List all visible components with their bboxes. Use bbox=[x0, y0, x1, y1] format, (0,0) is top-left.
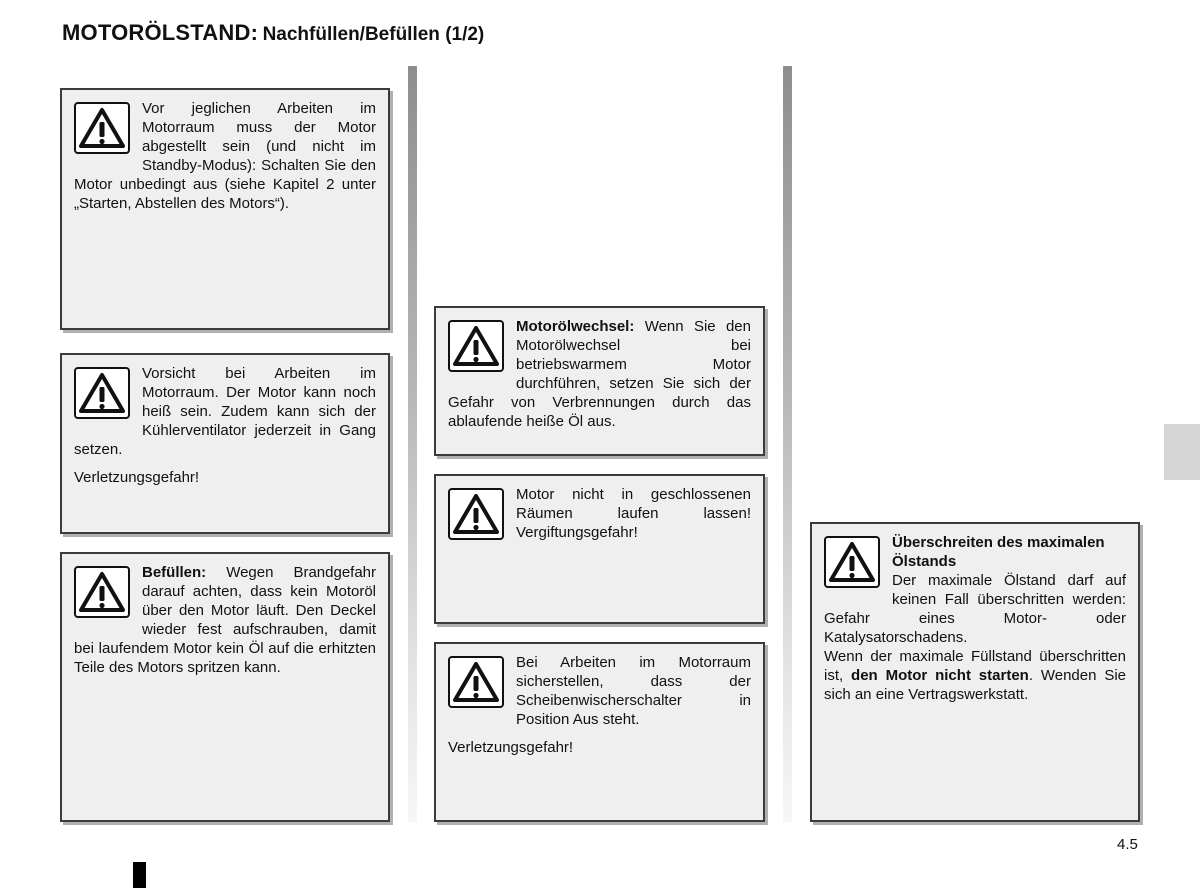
page-title bbox=[62, 20, 484, 46]
warning-triangle-icon bbox=[824, 536, 880, 588]
injury-risk-text: Verletzungsgefahr! bbox=[448, 739, 574, 756]
warning-triangle-icon bbox=[448, 488, 504, 540]
warning-body: Wegen Brandgefahr darauf achten, dass kein Motoröl über den Motor läuft. Den Deckel wieder fest aufschrauben, damit bei laufendem Motor kein Öl auf die erhitzten Teile des Motors spritzen kann. bbox=[74, 564, 377, 676]
warning-text: Der maximale Ölstand darf auf keinen Fall überschritten werden: Gefahr eines Motor- oder Katalysatorschadens. bbox=[824, 572, 1126, 646]
warning-triangle-icon bbox=[448, 320, 504, 372]
warning-box-wiper bbox=[434, 642, 765, 822]
warning-triangle-icon bbox=[74, 566, 130, 618]
warning-text-2 bbox=[824, 647, 1126, 704]
warning-text-2-start: Wenn der maximale Füllstand überschritten ist, bbox=[824, 648, 1126, 684]
column-divider bbox=[408, 66, 417, 822]
warning-text: Bei Arbeiten im Motorraum sicherstellen, dass der Scheibenwischerschalter in Position Aus steht. bbox=[516, 654, 751, 728]
warning-heading: Überschreiten des maximalen Ölstands bbox=[892, 534, 1105, 570]
page-number: 4.5 bbox=[1117, 836, 1138, 853]
chapter-tab-marker bbox=[1164, 424, 1200, 480]
warning-lead: Befüllen: bbox=[142, 564, 207, 581]
warning-text: Vorsicht bei Arbeiten im Motorraum. Der Motor kann noch heiß sein. Zudem kann sich der Kühlerventilator jederzeit in Gang setzen. bbox=[74, 365, 376, 458]
page-title-main: MOTORÖLSTAND: bbox=[62, 20, 259, 45]
page-title-sub: Nachfüllen/Befüllen (1/2) bbox=[262, 24, 485, 45]
warning-triangle-icon bbox=[448, 656, 504, 708]
warning-text-2-end: . Wenden Sie sich an eine Vertragswerkstatt. bbox=[824, 667, 1127, 703]
column-divider bbox=[783, 66, 792, 822]
warning-body: Wenn Sie den Motorölwechsel bei betriebswarmem Motor durchführen, setzen Sie sich der Gefahr von Verbrennungen durch das ablaufende heiße Öl aus. bbox=[448, 318, 751, 430]
warning-box-standby bbox=[60, 88, 390, 330]
warning-box-hot-engine bbox=[60, 353, 390, 534]
warning-emphasis: den Motor nicht starten bbox=[851, 667, 1029, 684]
warning-lead: Motorölwechsel: bbox=[516, 318, 635, 335]
warning-triangle-icon bbox=[74, 367, 130, 419]
warning-box-filling bbox=[60, 552, 390, 822]
warning-box-max-level bbox=[810, 522, 1140, 822]
warning-text: Motor nicht in geschlossenen Räumen laufen lassen! Vergiftungsgefahr! bbox=[516, 486, 751, 541]
warning-triangle-icon bbox=[74, 102, 130, 154]
warning-box-oil-change bbox=[434, 306, 765, 456]
warning-box-closed-rooms bbox=[434, 474, 765, 624]
warning-text: Vor jeglichen Arbeiten im Motorraum muss der Motor abgestellt sein (und nicht im Standby-Modus): Schalten Sie den Motor unbedingt aus (siehe Kapitel 2 unter „Starten, Abstellen des Motors“). bbox=[74, 100, 376, 212]
injury-risk-text: Verletzungsgefahr! bbox=[74, 469, 200, 486]
print-crop-mark bbox=[133, 862, 146, 888]
